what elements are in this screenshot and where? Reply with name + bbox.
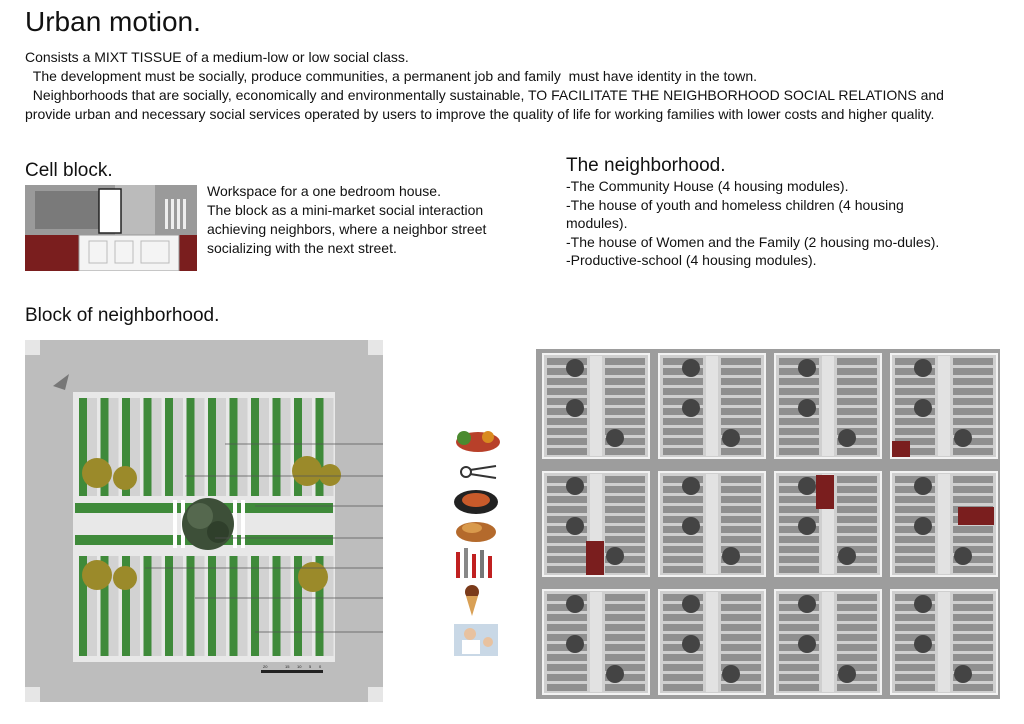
neighborhood-list xyxy=(566,177,956,270)
neighborhood-heading: The neighborhood. xyxy=(566,155,726,176)
scale-label: 5 xyxy=(309,664,312,669)
intro-text xyxy=(25,48,985,124)
cell-block-text xyxy=(207,182,527,258)
service-icons xyxy=(450,420,520,670)
scale-label: 10 xyxy=(297,664,302,669)
neighborhood-item: -The Community House (4 housing modules). xyxy=(566,178,849,194)
social-module xyxy=(586,541,604,575)
scissors-comb-icon xyxy=(461,466,496,478)
social-module xyxy=(816,475,834,509)
cell-block-heading: Cell block. xyxy=(25,160,113,181)
scale-label: 15 xyxy=(285,664,290,669)
neighborhood-map xyxy=(536,349,1000,699)
neighborhood-item: -The house of Women and the Family (2 housing mo-dules). xyxy=(566,233,940,250)
vegetables-icon xyxy=(456,431,500,452)
block-heading: Block of neighborhood. xyxy=(25,305,220,326)
cell-block-line: The block as a mini-market social interaction achieving neighbors, where a neighbor street socializing with the next street. xyxy=(207,202,487,256)
intro-line: Consists a MIXT TISSUE of a medium-low or low social class. xyxy=(25,49,409,65)
tools-icon xyxy=(456,548,492,578)
social-module xyxy=(958,507,994,525)
bread-icon xyxy=(456,522,496,542)
food-plate-icon xyxy=(454,490,498,514)
doctor-icon xyxy=(454,624,498,656)
scale-label: 20 xyxy=(263,664,268,669)
block-plan xyxy=(25,340,383,702)
page-title: Urban motion. xyxy=(25,6,201,37)
cell-block-line: Workspace for a one bedroom house. xyxy=(207,183,441,199)
intro-line: The development must be socially, produce communities, a permanent job and family must have identity in the town. xyxy=(25,68,758,84)
intro-line: Neighborhoods that are socially, economically and environmentally sustainable, TO FACILITATE THE NEIGHBORHOOD SOCIAL RELATIONS and provide urban and necessary social services operated by users to improve the quality of life for working families with lower costs and higher quality. xyxy=(25,87,948,122)
scale-label: 0 xyxy=(319,664,322,669)
ice-cream-icon xyxy=(465,585,479,616)
social-module xyxy=(892,441,910,457)
cell-block-image xyxy=(25,185,197,271)
neighborhood-item: -The house of youth and homeless children (4 housing modules). xyxy=(566,196,904,231)
neighborhood-item: -Productive-school (4 housing modules). xyxy=(566,252,817,268)
